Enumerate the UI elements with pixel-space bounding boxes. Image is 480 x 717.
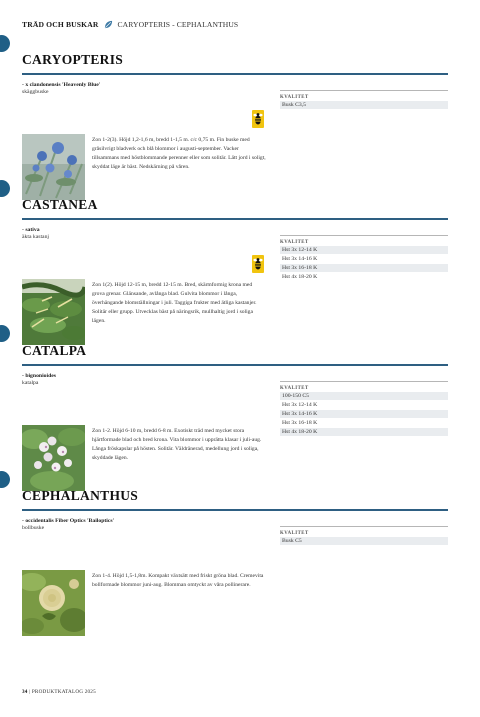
- section-divider: [22, 218, 448, 220]
- quality-divider: [280, 90, 448, 91]
- quality-row: Busk C5: [280, 537, 448, 546]
- section-tab-marker: [0, 180, 10, 197]
- quality-row: Hst 3x 14-16 K: [280, 255, 448, 264]
- quality-label: KVALITET: [280, 95, 309, 100]
- section-title: CASTANEA: [22, 197, 98, 212]
- quality-panel: [280, 90, 448, 110]
- footer-separator: |: [29, 689, 31, 695]
- quality-divider: [280, 526, 448, 527]
- header-subtitle: CARYOPTERIS - CEPHALANTHUS: [117, 19, 239, 29]
- common-name: äkta kastanj: [22, 234, 50, 240]
- variety-name: - occidentalis Fiber Optics 'Bailoptics': [22, 518, 115, 524]
- variety-name: - sativa: [22, 227, 40, 233]
- quality-panel: [280, 381, 448, 437]
- quality-panel: [280, 235, 448, 282]
- plant-section-castanea: [22, 197, 448, 324]
- section-title: CARYOPTERIS: [22, 52, 124, 67]
- quality-row: Busk C3,5: [280, 101, 448, 110]
- section-title: CATALPA: [22, 343, 87, 358]
- page-header: [22, 18, 238, 30]
- quality-row: Hst 3x 12-14 K: [280, 246, 448, 255]
- plant-description: Zon 1(2). Höjd 12-15 m, bredd 12-15 m. Bred, skärmformig krona med grova grenar. Glänsande, avlånga blad. Gulvita blommor i långa, överhängande blomställningar i juli. Taggiga frukter med ätliga kastanjer. Solitär eller grupp. Utvecklas bäst på näringsrik, mullhaltig jord i soliga lägen.: [92, 282, 257, 324]
- plant-section-caryopteris: [22, 52, 448, 170]
- quality-label: KVALITET: [280, 240, 309, 245]
- section-divider: [22, 73, 448, 75]
- variety-name: - x clandonensis 'Heavenly Blue': [22, 82, 101, 88]
- plant-photo: [22, 570, 85, 636]
- plant-entry: [22, 227, 274, 324]
- quality-row: Hst 3x 12-14 K: [280, 401, 448, 410]
- plant-entry: [22, 82, 274, 170]
- plant-description: Zon 1-4. Höjd 1,5-1,8m. Kompakt växtsätt med friskt gröna blad. Cremevita bollformade blommor juni-aug. Blomman omtyckt av våra pollinerare.: [92, 573, 264, 588]
- plant-entry: [22, 518, 274, 588]
- plant-section-cephalanthus: [22, 488, 448, 588]
- quality-label: KVALITET: [280, 386, 309, 391]
- plant-entry: [22, 373, 274, 461]
- leaf-icon: [104, 20, 113, 29]
- page-number: 34: [22, 689, 28, 695]
- quality-row: 100-150 C5: [280, 392, 448, 401]
- quality-row: Hst 3x 14-16 K: [280, 410, 448, 419]
- quality-row: Hst 4x 18-20 K: [280, 273, 448, 282]
- section-tab-marker: [0, 35, 10, 52]
- variety-name: - bignonioides: [22, 373, 56, 379]
- bee-icon: [252, 255, 264, 273]
- quality-panel: [280, 526, 448, 546]
- bee-icon: [252, 110, 264, 128]
- page-footer: [22, 689, 96, 695]
- quality-row: Hst 4x 18-20 K: [280, 428, 448, 437]
- common-name: bollbuske: [22, 525, 45, 531]
- plant-description: Zon 1-2. Höjd 6-10 m, bredd 6-8 m. Exotiskt träd med mycket stora hjärtformade blad och bred krona. Vita blommor i upprätta klasar i juli-aug. Långa fröskapslar på hösten. Solitär. Väldränerad, medellung jord i soliga, skyddade lägen.: [92, 428, 262, 461]
- header-category: TRÄD OCH BUSKAR: [22, 19, 99, 29]
- plant-description: Zon 1-2(3). Höjd 1,2-1,6 m, bredd 1-1,5 m. c/c 0,75 m. Fin buske med gråsilvrigt bladverk och blå blommor i augusti-september. Vacker tillsammans med höstblommande perenner eller som solitär. Lätt jord i soligt, skyddat läge är bäst. Nedskärning på våren.: [92, 137, 266, 170]
- plant-section-catalpa: [22, 343, 448, 461]
- common-name: katalpa: [22, 380, 39, 386]
- section-tab-marker: [0, 325, 10, 342]
- plant-photo: [22, 134, 85, 200]
- catalog-name: PRODUKTKATALOG 2025: [31, 689, 96, 695]
- section-divider: [22, 364, 448, 366]
- quality-divider: [280, 235, 448, 236]
- quality-row: Hst 3x 16-18 K: [280, 419, 448, 428]
- plant-photo: [22, 279, 85, 345]
- section-tab-marker: [0, 471, 10, 488]
- quality-row: Hst 3x 16-18 K: [280, 264, 448, 273]
- section-title: CEPHALANTHUS: [22, 488, 139, 503]
- section-divider: [22, 509, 448, 511]
- plant-photo: [22, 425, 85, 491]
- common-name: skäggbuske: [22, 89, 49, 95]
- quality-divider: [280, 381, 448, 382]
- quality-label: KVALITET: [280, 531, 309, 536]
